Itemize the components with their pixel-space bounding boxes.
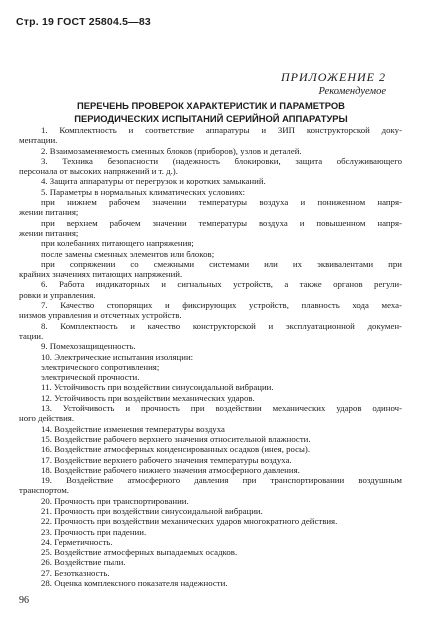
checklist-line: транспортом. — [19, 485, 69, 496]
checklist-line: 4. Защита аппаратуры от перегрузок и коротких замыканий. — [41, 176, 266, 187]
checklist-line: 27. Безотказность. — [41, 567, 110, 578]
appendix-title: ПРИЛОЖЕНИЕ 2 — [281, 70, 386, 84]
document-title — [20, 99, 402, 125]
checklist-line: тации. — [19, 330, 44, 341]
checklist-line: низмов управления и отсчетных устройств. — [19, 310, 182, 321]
checklist-body — [19, 125, 402, 588]
checklist-line: 7. Качество стопорящих и фиксирующих устройств, плавность хода меха- — [41, 300, 402, 311]
checklist-line: 14. Воздействие изменения температуры воздуха — [41, 423, 225, 434]
checklist-line: 23. Прочность при падении. — [41, 526, 147, 537]
checklist-line: жении питания; — [19, 207, 79, 218]
checklist-line: при сопряжении со смежными системами или их эквивалентами при — [41, 258, 402, 269]
checklist-line: 18. Воздействие рабочего нижнего значения атмосферного давления. — [41, 464, 300, 475]
checklist-line: 3. Техника безопасности (надежность блокировки, защита обслуживающего — [41, 155, 402, 166]
appendix-subtitle: Рекомендуемое — [318, 86, 386, 97]
checklist-line: при верхнем рабочем значении температуры воздуха и повышенном напря- — [41, 217, 402, 228]
document-title-line: ПЕРЕЧЕНЬ ПРОВЕРОК ХАРАКТЕРИСТИК И ПАРАМЕТРОВ — [77, 100, 345, 111]
checklist-line: 2. Взаимозаменяемость сменных блоков (приборов), узлов и деталей. — [41, 145, 302, 156]
checklist-line: 19. Воздействие атмосферного давления при транспортировании воздушным — [41, 475, 402, 486]
checklist-line: 1. Комплектность и соответствие аппаратуры и ЗИП конструкторской доку- — [41, 125, 402, 135]
document-title-line: ПЕРИОДИЧЕСКИХ ИСПЫТАНИЙ СЕРИЙНОЙ АППАРАТУРЫ — [74, 113, 348, 124]
checklist-line: жении питания; — [19, 227, 79, 238]
checklist-line: ментации. — [19, 135, 58, 146]
checklist-line: 20. Прочность при транспортировании. — [41, 495, 189, 506]
checklist-line: ного действия. — [19, 413, 75, 424]
checklist-line: крайних значениях питающих напряжений. — [19, 269, 183, 280]
checklist-line: персонала от высоких напряжений и т. д.). — [19, 166, 178, 177]
checklist-line: 28. Оценка комплексного показателя надежности. — [41, 578, 228, 589]
checklist-line: 10. Электрические испытания изоляции: — [41, 351, 194, 362]
checklist-line: электрического сопротивления; — [41, 361, 160, 372]
checklist-line: 17. Воздействие верхнего рабочего значения температуры воздуха. — [41, 454, 292, 465]
checklist-line: 6. Работа индикаторных и сигнальных устройств, а также органов регули- — [41, 279, 402, 290]
checklist-line: 26. Воздействие пыли. — [41, 557, 126, 568]
checklist-line: ровки и управления. — [19, 289, 96, 300]
checklist-line: 13. Устойчивость и прочность при воздействии механических ударов одиноч- — [41, 403, 402, 414]
appendix-block — [281, 70, 386, 97]
checklist-line: электрической прочности. — [41, 372, 140, 383]
page-header: Стр. 19 ГОСТ 25804.5—83 — [16, 16, 151, 28]
checklist-line: 21. Прочность при воздействии синусоидальной вибрации. — [41, 505, 263, 516]
checklist-line: 12. Устойчивость при воздействии механических ударов. — [41, 392, 255, 403]
checklist-line: при нижнем рабочем значении температуры воздуха и пониженном напря- — [41, 197, 402, 208]
checklist-line: 24. Герметичность. — [41, 536, 113, 547]
checklist-line: 11. Устойчивость при воздействии синусоидальной вибрации. — [41, 382, 274, 393]
checklist-line: после замены сменных элементов или блоков; — [41, 248, 215, 259]
checklist-line: при колебаниях питающего напряжения; — [41, 238, 194, 249]
checklist-line: 5. Параметры в нормальных климатических условиях: — [41, 186, 246, 197]
checklist-line: 9. Помехозащищенность. — [41, 341, 136, 352]
checklist-line: 15. Воздействие рабочего верхнего значения относительной влажности. — [41, 433, 311, 444]
checklist-line: 8. Комплектность и качество конструкторской и эксплуатационной докумен- — [41, 320, 402, 331]
checklist-line: 22. Прочность при воздействии механических ударов многократного действия. — [41, 516, 338, 527]
page-number: 96 — [19, 595, 29, 606]
checklist-line: 16. Воздействие атмосферных конденсированных осадков (инея, росы). — [41, 444, 311, 455]
checklist-line: 25. Воздействие атмосферных выпадаемых осадков. — [41, 547, 238, 558]
